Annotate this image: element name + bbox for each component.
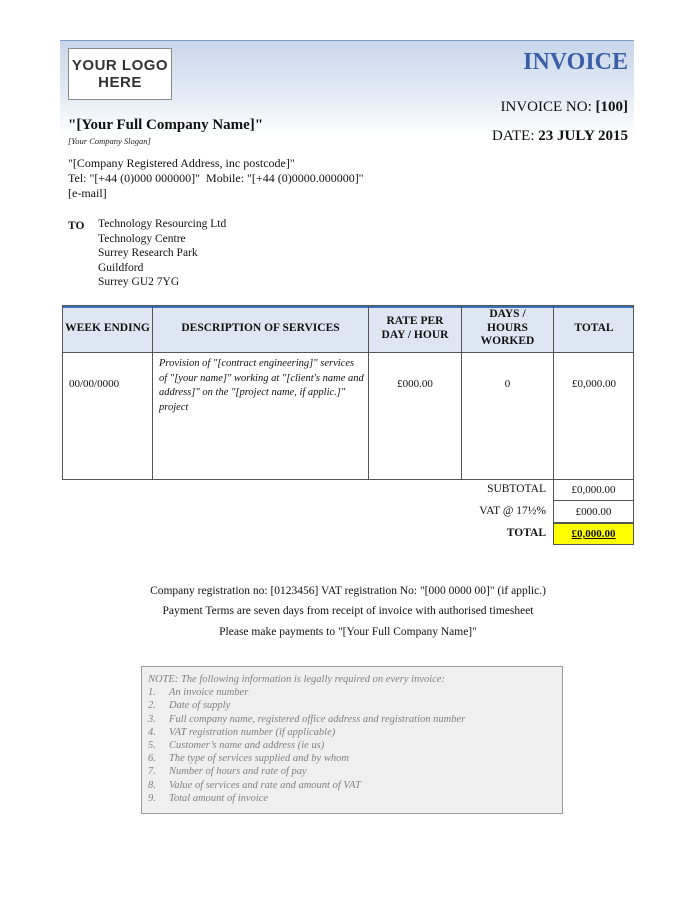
company-address: "[Company Registered Address, inc postcode]" (68, 156, 295, 170)
list-item (148, 779, 556, 792)
note-text: The type of services supplied and by whom (169, 753, 349, 765)
note-text: Full company name, registered office address and registration number (169, 713, 466, 725)
list-item (148, 739, 556, 752)
header-week-ending: WEEK ENDING (65, 321, 150, 334)
services-table (62, 305, 634, 480)
recipient-line: Technology Centre (98, 232, 186, 245)
note-number: 7. (148, 766, 156, 778)
recipient-line: Technology Resourcing Ltd (98, 218, 227, 230)
invoice-number-label: INVOICE NO: (500, 99, 592, 115)
registration-line: Company registration no: [0123456] VAT registration No: "[000 0000 00]" (if applic.) (150, 585, 546, 597)
cell-total: £0,000.00 (572, 378, 616, 390)
payment-terms: Payment Terms are seven days from receipt of invoice with authorised timesheet (162, 605, 534, 617)
invoice-date-value: 23 JULY 2015 (538, 128, 628, 144)
list-item (148, 713, 556, 726)
recipient-line: Guildford (98, 261, 144, 274)
note-number: 1. (148, 687, 156, 699)
list-item (148, 686, 556, 699)
note-text: Customer’s name and address (ie us) (169, 740, 325, 752)
vat-label: VAT @ 17½% (479, 505, 546, 517)
note-number: 6. (148, 753, 156, 765)
note-number: 2. (148, 700, 156, 712)
note-text: Total amount of invoice (169, 792, 269, 804)
cell-days: 0 (504, 378, 511, 390)
logo-line-1: YOUR LOGO (71, 57, 169, 74)
list-item (148, 699, 556, 712)
header-description: DESCRIPTION OF SERVICES (181, 321, 340, 334)
list-item (148, 792, 556, 805)
invoice-number (501, 99, 629, 116)
note-number: 9. (148, 792, 156, 804)
company-name: "[Your Full Company Name]" (68, 117, 264, 133)
company-slogan: [Your Company Slogan] (68, 136, 151, 146)
company-phones: Tel: "[+44 (0)000 000000]" Mobile: "[+44 (0)0000.000000]" (68, 171, 364, 185)
note-number: 8. (148, 779, 156, 791)
recipient-address (98, 217, 226, 290)
list-item (148, 726, 556, 739)
header-total: TOTAL (574, 321, 614, 334)
subtotal-value: £0,000.00 (553, 479, 634, 501)
note-text: Value of services and rate and amount of VAT (169, 779, 361, 791)
note-text: VAT registration number (if applicable) (169, 726, 336, 738)
logo-placeholder (68, 48, 172, 100)
legal-note-box (141, 666, 563, 814)
note-number: 5. (148, 740, 156, 752)
note-number: 3. (148, 713, 156, 725)
company-contact-block (68, 156, 364, 201)
total-label: TOTAL (506, 527, 546, 539)
header-rate: RATE PER DAY / HOUR (381, 315, 449, 341)
cell-week-ending: 00/00/0000 (69, 378, 120, 390)
note-text: Date of supply (169, 700, 231, 712)
total-value: £0,000.00 (553, 523, 634, 545)
company-email: [e-mail] (68, 186, 107, 200)
header-days-hours: DAYS / HOURS WORKED (480, 308, 535, 348)
payable-to: Please make payments to "[Your Full Company Name]" (219, 626, 477, 638)
note-text: An invoice number (169, 687, 249, 699)
invoice-date-label: DATE: (492, 128, 535, 144)
list-item (148, 752, 556, 765)
logo-line-2: HERE (98, 74, 142, 91)
cell-rate: £000.00 (397, 378, 433, 390)
invoice-number-value: [100] (595, 99, 628, 115)
invoice-title: INVOICE (523, 49, 628, 75)
recipient-line: Surrey Research Park (98, 247, 198, 259)
invoice-date (492, 128, 628, 145)
subtotal-label: SUBTOTAL (487, 483, 546, 495)
cell-description: Provision of "[contract engineering]" services of "[your name]" working at "[client's name and address]" on the "[project name, if applic.]" project (159, 358, 364, 413)
vat-value: £000.00 (553, 501, 634, 523)
list-item (148, 765, 556, 778)
note-heading: NOTE: The following information is legally required on every invoice: (148, 674, 445, 685)
note-text: Number of hours and rate of pay (169, 766, 307, 778)
recipient-line: Surrey GU2 7YG (98, 276, 180, 288)
note-number: 4. (148, 726, 156, 738)
recipient-label: TO (68, 220, 85, 232)
